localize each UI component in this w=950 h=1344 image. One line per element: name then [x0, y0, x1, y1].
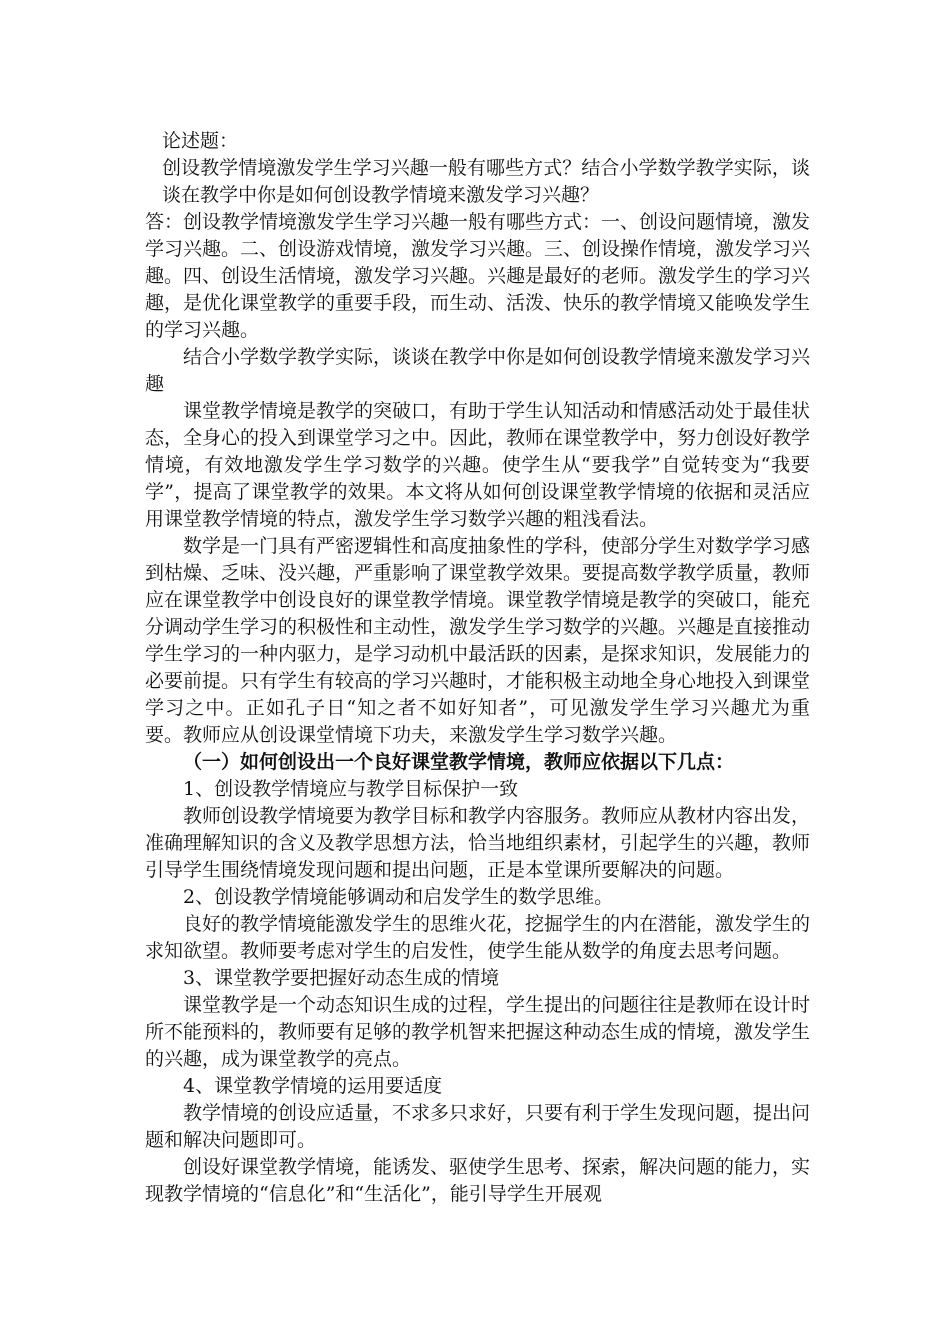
section-heading: 论述题：: [162, 130, 239, 152]
paragraph-topic: 结合小学数学教学实际，谈谈在教学中你是如何创设教学情境来激发学习兴趣: [145, 346, 811, 395]
subsection-heading: （一）如何创设出一个良好课堂教学情境，教师应依据以下几点：: [183, 751, 735, 773]
document-page: [145, 128, 810, 1208]
point-1-body: 教师创设教学情境要为教学目标和教学内容服务。教师应从教材内容出发，准确理解知识的含义及教学思想方法，恰当地组织素材，引起学生的兴趣，教师引导学生围绕情境发现问题和提出问题，正是本堂课所要解决的问题。: [145, 805, 811, 881]
point-4-title: 4、课堂教学情境的运用要适度: [183, 1075, 443, 1097]
paragraph-math-interest: 数学是一门具有严密逻辑性和高度抽象性的学科，使部分学生对数学学习感到枯燥、乏味、没兴趣，严重影响了课堂教学效果。要提高数学教学质量，教师应在课堂教学中创设良好的课堂教学情境。课堂教学情境是教学的突破口，能充分调动学生学习的积极性和主动性，激发学生学习数学的兴趣。兴趣是直接推动学生学习的一种内驱力，是学习动机中最活跃的因素，是探求知识，发展能力的必要前提。只有学生有较高的学习兴趣时，才能积极主动地全身心地投入到课堂学习之中。正如孔子日“知之者不如好知者”，可见激发学生学习兴趣尤为重要。教师应从创设课堂情境下功夫，来激发学生学习数学兴趣。: [145, 535, 811, 746]
paragraph-intro: 课堂教学情境是教学的突破口，有助于学生认知活动和情感活动处于最佳状态，全身心的投入到课堂学习之中。因此，教师在课堂教学中，努力创设好教学情境，有效地激发学生学习数学的兴趣。使学生从“要我学”自觉转变为“我要学”，提高了课堂教学的效果。本文将从如何创设课堂教学情境的依据和灵活应用课堂教学情境的特点，激发学生学习数学兴趣的粗浅看法。: [145, 400, 811, 530]
point-3-title: 3、课堂教学要把握好动态生成的情境: [183, 967, 500, 989]
point-4-body: 教学情境的创设应适量，不求多只求好，只要有利于学生发现问题，提出问题和解决问题即可。: [145, 1102, 811, 1151]
point-3-body: 课堂教学是一个动态知识生成的过程，学生提出的问题往往是教师在设计时所不能预料的，教师要有足够的教学机智来把握这种动态生成的情境，激发学生的兴趣，成为课堂教学的亮点。: [145, 994, 811, 1070]
essay-question: 创设教学情境激发学生学习兴趣一般有哪些方式？结合小学数学教学实际，谈谈在教学中你是如何创设教学情境来激发学习兴趣？: [162, 157, 810, 206]
answer-paragraph: 答：创设教学情境激发学生学习兴趣一般有哪些方式：一、创设问题情境，激发学习兴趣。二、创设游戏情境，激发学习兴趣。三、创设操作情境，激发学习兴趣。四、创设生活情境，激发学习兴趣。兴趣是最好的老师。激发学生的学习兴趣，是优化课堂教学的重要手段，而生动、活泼、快乐的教学情境又能唤发学生的学习兴趣。: [145, 211, 811, 341]
point-1-title: 1、创设教学情境应与教学目标保护一致: [183, 778, 519, 800]
closing-paragraph: 创设好课堂教学情境，能诱发、驱使学生思考、探索，解决问题的能力，实现教学情境的“信息化”和“生活化”，能引导学生开展观: [145, 1156, 811, 1205]
point-2-title: 2、创设教学情境能够调动和启发学生的数学思维。: [183, 886, 614, 908]
point-2-body: 良好的教学情境能激发学生的思维火花，挖掘学生的内在潜能，激发学生的求知欲望。教师要考虑对学生的启发性，使学生能从数学的角度去思考问题。: [145, 913, 811, 962]
